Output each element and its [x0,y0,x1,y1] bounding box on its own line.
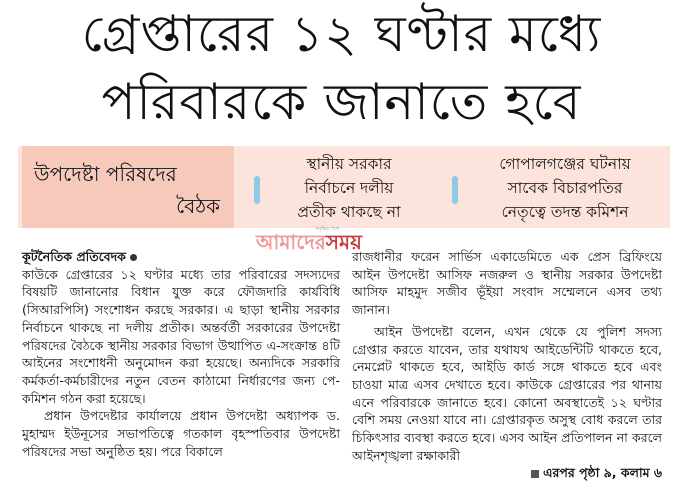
related-item-2-line-2: নির্বাচনে দলীয় [304,179,394,197]
logo-part-1: আমাদের [256,230,326,254]
continuation-note: এরপর পৃষ্ঠা ৯, কলাম ৬ [542,465,662,481]
byline: কূটনৈতিক প্রতিবেদক [22,249,126,264]
bullet-bar-icon [452,176,458,204]
bullet-bar-icon [254,176,260,204]
logo-part-2: সময় [325,230,362,254]
related-item-2-line-3: প্রতীক থাকছে না [297,203,401,221]
jump-square-icon [531,470,539,478]
related-item-cabinet-meeting [22,146,234,228]
article-column-right [352,248,662,482]
related-item-gopalganj [470,152,660,224]
related-item-2-line-1: স্থানীয় সরকার [306,155,392,173]
article-paragraph: রাজধানীর ফরেন সার্ভিস একাডেমিতে এক প্রেস ব্রিফিংয়ে আইন উপদেষ্টা আসিফ নজরুল ও স্থানীয় সরকার উপদেষ্টা আসিফ মাহমুদ সজীব ভূঁইয়া সংবাদ সম্মেলনে এসব তথ্য জানান। [352,249,662,318]
related-item-3-line-3: নেতৃত্বে তদন্ত কমিশন [501,203,629,221]
related-item-3-line-2: সাবেক বিচারপতির [507,179,623,197]
headline-line-2: পরিবারকে জানাতে হবে [101,73,582,131]
related-item-1-line-2: বৈঠক [176,194,220,218]
bullet-dot-icon [130,254,137,261]
related-item-3-line-1: গোপালগঞ্জের ঘটনায় [499,155,631,173]
article-paragraph: আইন উপদেষ্টা বলেন, এখন থেকে যে পুলিশ সদস্য গ্রেপ্তার করতে যাবেন, তার যথাযথ আইডেন্টিটি থাকতে হবে, নেমপ্লেট থাকতে হবে, আইডি কার্ড সঙ্গে থাকতে হবে এবং চাওয়া মাত্র এসব দেখাতে হবে। কাউকে গ্রেপ্তারের পর থানায় এনে পরিবারকে জানাতে হবে। কোনো অবস্থাতেই ১২ ঘণ্টার বেশি সময় নেওয়া যাবে না। গ্রেপ্তারকৃত অসুস্থ বোধ করলে তার চিকিৎসার ব্যবস্থা করতে হবে। এসব আইন প্রতিপালন না করলে আইনশৃঙ্খলা রক্ষাকারী [352,323,662,463]
headline-line-1: গ্রেপ্তারের ১২ ঘণ্টার মধ্যে [81,5,602,63]
related-item-local-election [274,152,424,224]
article-paragraph: কাউকে গ্রেপ্তারের ১২ ঘণ্টার মধ্যে তার পরিবারের সদস্যদের বিষয়টি জানানোর বিধান যুক্ত করে ফৌজদারি কার্যবিধি (সিআরপিসি) সংশোধন করছে সরকার। এ ছাড়া স্থানীয় সরকার নির্বাচনে থাকছে না দলীয় প্রতীক। অন্তর্বর্তী সরকারের উপদেষ্টা পরিষদের বৈঠকে স্থানীয় সরকার বিভাগ উত্থাপিত এ-সংক্রান্ত ৪টি আইনের সংশোধনী অনুমোদন করা হয়েছে। অন্যদিকে সরকারি কর্মকর্তা-কর্মচারীদের নতুন বেতন কাঠামো নির্ধারণের জন্য পে-কমিশন গঠন করা হয়েছে। [22,266,340,406]
article-column-left [22,248,340,460]
article-paragraph: প্রধান উপদেষ্টার কার্যালয়ে প্রধান উপদেষ্টা অধ্যাপক ড. মুহাম্মদ ইউনূসের সভাপতিত্বে গতকাল বৃহস্পতিবার উপদেষ্টা পরিষদের সভা অনুষ্ঠিত হয়। পরে বিকালে [22,408,340,459]
related-item-1-line-1: উপদেষ্টা পরিষদের [34,162,177,186]
logo-tagline: সমৃদ্ধির পথে [315,226,340,232]
